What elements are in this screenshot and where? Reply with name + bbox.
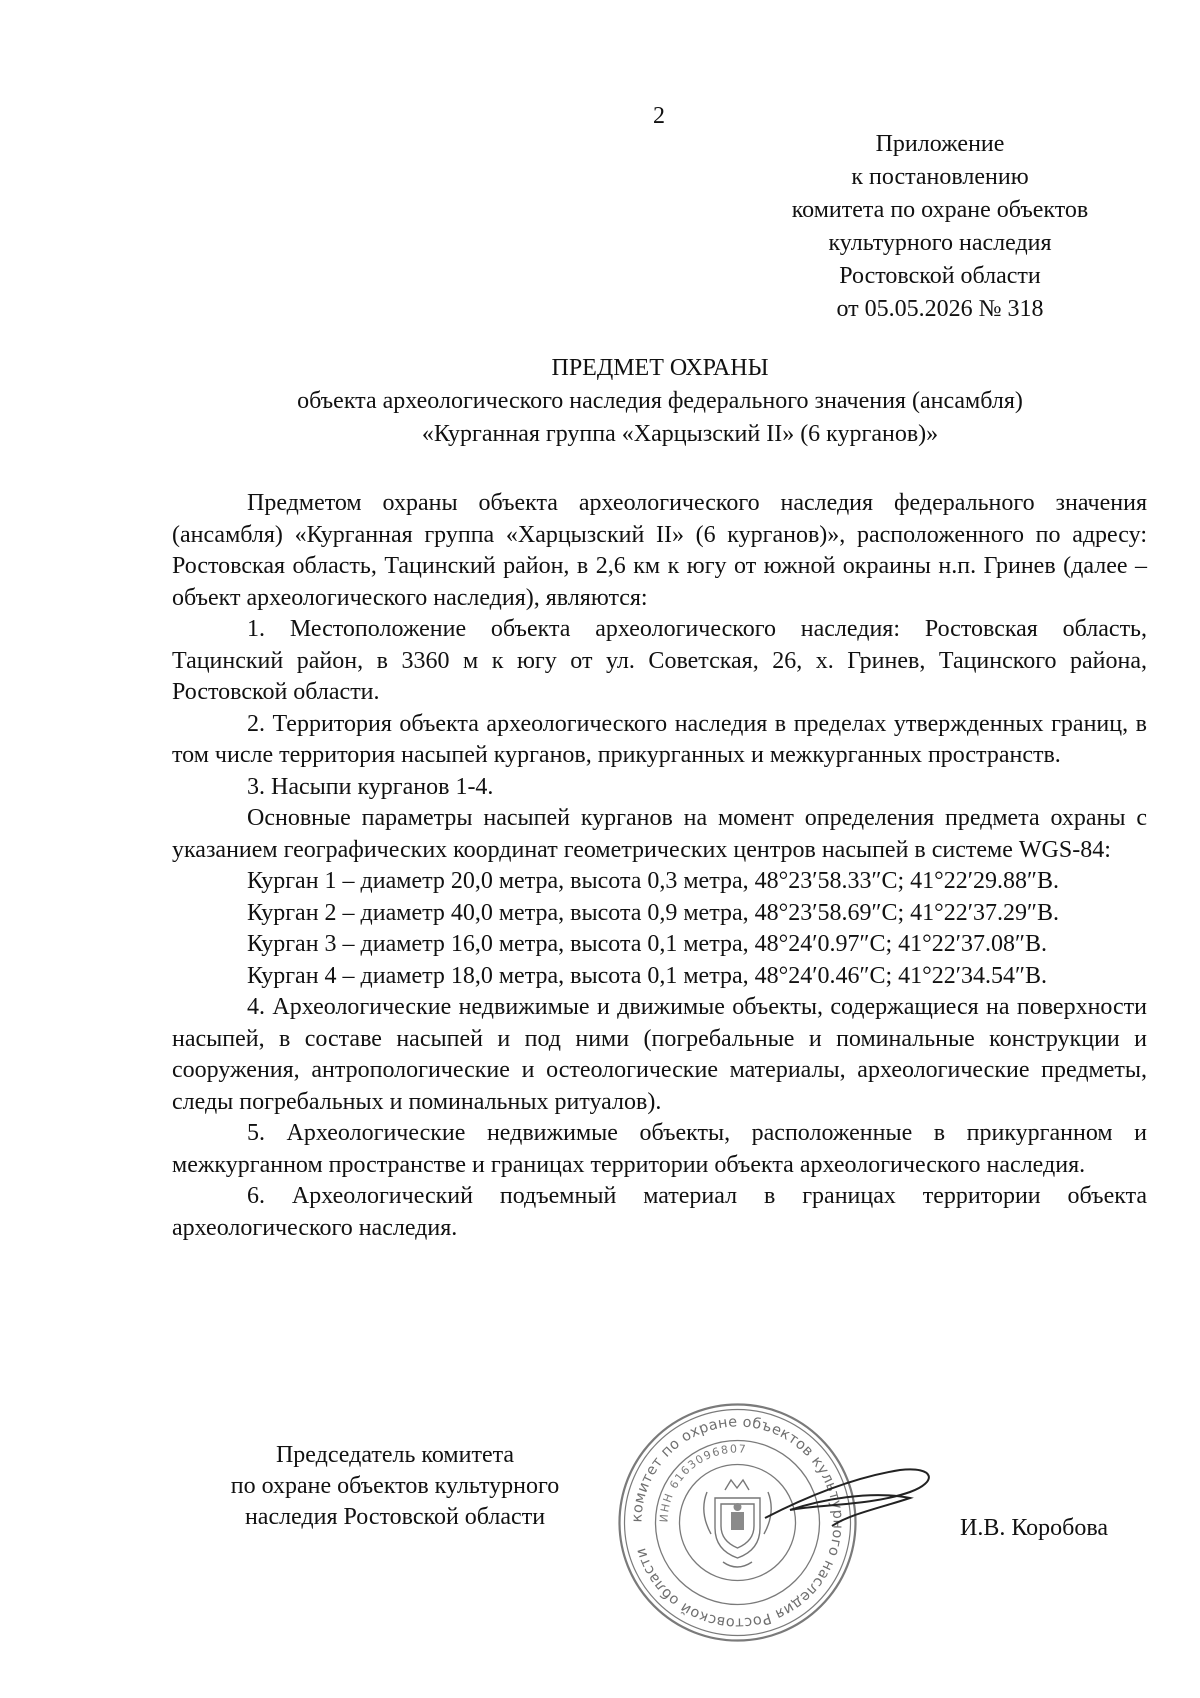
title-heading: ПРЕДМЕТ ОХРАНЫ bbox=[551, 355, 769, 381]
title-object-name: «Курганная группа «Харцызский II» (6 курганов)» bbox=[421, 421, 939, 447]
chair-line: по охране объектов культурного bbox=[230, 1473, 560, 1499]
kurgan-1-line: Курган 1 – диаметр 20,0 метра, высота 0,3 метра, 48°23′58.33″С; 41°22′29.88″В. bbox=[247, 868, 1060, 894]
page-number: 2 bbox=[653, 103, 665, 129]
kurgan-3-line: Курган 3 – диаметр 16,0 метра, высота 0,1 метра, 48°24′0.97″С; 41°22′37.08″В. bbox=[247, 931, 1048, 957]
handwritten-signature-icon bbox=[760, 1460, 940, 1530]
chair-line: Председатель комитета bbox=[275, 1442, 515, 1468]
signer-name: И.В. Коробова bbox=[960, 1515, 1109, 1541]
appendix-date-number: от 05.05.2026 № 318 bbox=[836, 296, 1044, 322]
appendix-line: к постановлению bbox=[851, 164, 1029, 190]
appendix-header bbox=[720, 128, 1160, 326]
params-paragraph: Основные параметры насыпей курганов на момент определения предмета охраны с указанием географических координат геометрических центров насыпей в системе WGS-84: bbox=[172, 805, 1147, 863]
document-body bbox=[172, 488, 1147, 1244]
item-6-paragraph: 6. Археологический подъемный материал в границах территории объекта археологического наследия. bbox=[172, 1183, 1147, 1241]
chair-title bbox=[195, 1440, 595, 1533]
kurgan-2-line: Курган 2 – диаметр 40,0 метра, высота 0,9 метра, 48°23′58.69″С; 41°22′37.29″В. bbox=[247, 899, 1060, 926]
item-1-paragraph: 1. Местоположение объекта археологического наследия: Ростовская область, Тацинский район, в 3360 м к югу от ул. Советская, 26, х. Гринев, Тацинского района, Ростовской области. bbox=[172, 616, 1147, 705]
seal-inner-text: ИНН 6163096807 bbox=[657, 1442, 748, 1523]
kurgan-4-line: Курган 4 – диаметр 18,0 метра, высота 0,1 метра, 48°24′0.46″С; 41°22′34.54″В. bbox=[247, 962, 1048, 989]
appendix-line: Ростовской области bbox=[839, 263, 1041, 289]
title-subheading: объекта археологического наследия федерального значения (ансамбля) bbox=[297, 388, 1023, 414]
appendix-line: Приложение bbox=[875, 131, 1005, 157]
item-4-paragraph: 4. Археологические недвижимые и движимые объекты, содержащиеся на поверхности насыпей, в составе насыпей и под ними (погребальные и поминальные конструкции и сооружения, антропологические и остеологические материалы, археологические предметы, следы погребальных и поминальных ритуалов). bbox=[172, 994, 1147, 1115]
document-title bbox=[200, 352, 1120, 451]
intro-paragraph: Предметом охраны объекта археологического наследия федерального значения (ансамбля) «Курганная группа «Харцызский II» (6 курганов)», расположенного по адресу: Ростовская область, Тацинский район, в 2,6 км к югу от южной окраины н.п. Гринев (далее – объект археологического наследия), являются: bbox=[172, 490, 1147, 611]
item-2-paragraph: 2. Территория объекта археологического наследия в пределах утвержденных границ, в том числе территория насыпей курганов, прикурганных и межкурганных пространств. bbox=[172, 710, 1147, 768]
item-3-paragraph: 3. Насыпи курганов 1-4. bbox=[247, 773, 494, 800]
seal-outer-text: комитет по охране объектов культурного наследия Ростовской области bbox=[629, 1414, 846, 1631]
chair-line: наследия Ростовской области bbox=[244, 1504, 546, 1530]
appendix-line: комитета по охране объектов bbox=[791, 197, 1089, 223]
appendix-line: культурного наследия bbox=[828, 230, 1052, 256]
item-5-paragraph: 5. Археологические недвижимые объекты, расположенные в прикурганном и межкурганном пространстве и границах территории объекта археологического наследия. bbox=[172, 1120, 1147, 1178]
